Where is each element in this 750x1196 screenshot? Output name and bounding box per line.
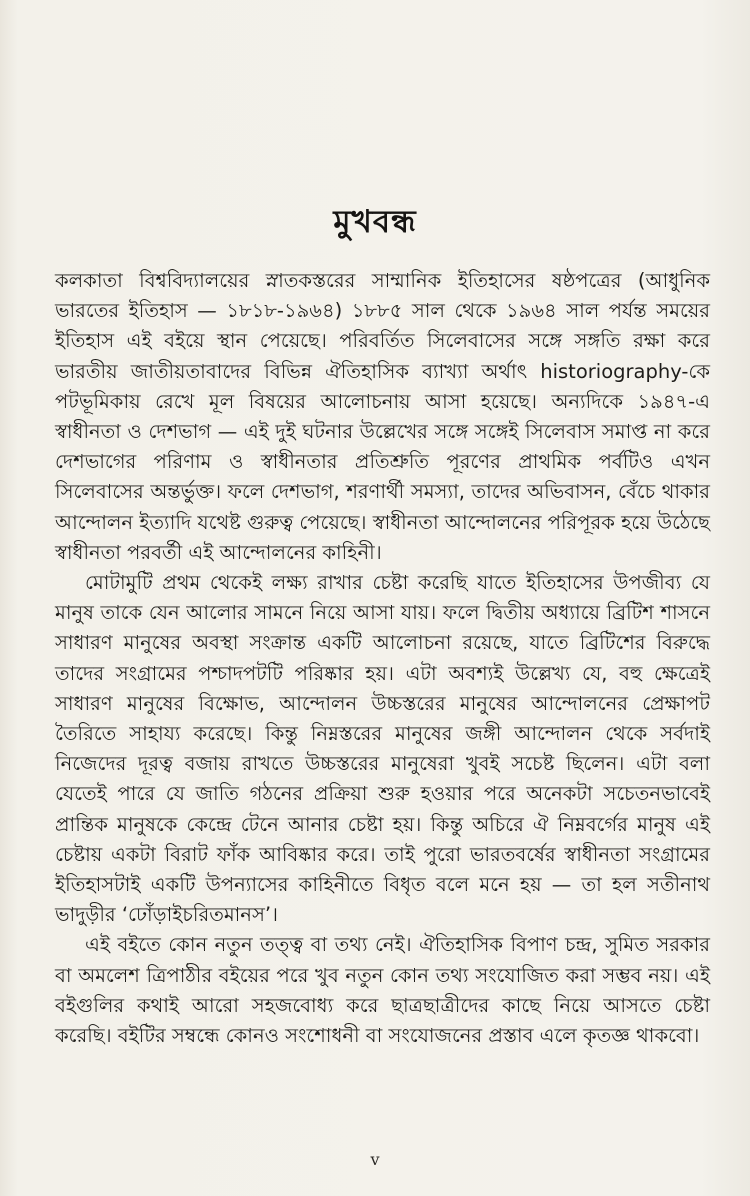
page-number: v xyxy=(370,1150,380,1169)
preface-body xyxy=(55,266,710,1051)
page-heading: মুখবন্ধ xyxy=(333,204,417,240)
paragraph-3: এই বইতে কোন নতুন তত্ত্ব বা তথ্য নেই। ঐতিহাসিক বিপাণ চন্দ্র, সুমিত সরকার বা অমলেশ ত্রিপাঠীর বইয়ের পরে খুব নতুন কোন তথ্য সংযোজিত করা সম্ভব নয়। এই বইগুলির কথাই আরো সহজবোধ্য করে ছাত্রছাত্রীদের কাছে নিয়ে আসতে চেষ্টা করেছি। বইটির সম্বন্ধে কোনও সংশোধনী বা সংযোজনের প্রস্তাব এলে কৃতজ্ঞ থাকবো। xyxy=(55,933,710,1048)
paragraph-2: মোটামুটি প্রথম থেকেই লক্ষ্য রাখার চেষ্টা করেছি যাতে ইতিহাসের উপজীব্য যে মানুষ তাকে যেন আলোর সামনে নিয়ে আসা যায়। ফলে দ্বিতীয় অধ্যায়ে ব্রিটিশ শাসনে সাধারণ মানুষের অবস্থা সংক্রান্ত একটি আলোচনা রয়েছে, যাতে ব্রিটিশের বিরুদ্ধে তাদের সংগ্রামের পশ্চাদপটটি পরিষ্কার হয়। এটা অবশ্যই উল্লেখ্য যে, বহু ক্ষেত্রেই সাধারণ মানুষের বিক্ষোভ, আন্দোলন উচ্চস্তরের মানুষের আন্দোলনের প্রেক্ষাপট তৈরিতে সাহায্য করেছে। কিন্তু নিম্নস্তরের মানুষের জঙ্গী আন্দোলন থেকে সর্বদাই নিজেদের দূরত্ব বজায় রাখতে উচ্চস্তরের মানুষেরা খুবই সচেষ্ট ছিলেন। এটা বলা যেতেই পারে যে জাতি গঠনের প্রক্রিয়া শুরু হওয়ার পরে অনেকটা সচেতনভাবেই প্রান্তিক মানুষকে কেন্দ্রে টেনে আনার চেষ্টা হয়। কিন্তু অচিরে ঐ নিম্নবর্গের মানুষ এই চেষ্টায় একটা বিরাট ফাঁক আবিষ্কার করে। তাই পুরো ভারতবর্ষের স্বাধীনতা সংগ্রামের ইতিহাসটাই একটি উপন্যাসের কাহিনীতে বিধৃত বলে মনে হয় — তা হল সতীনাথ ভাদুড়ীর ‘ঢোঁড়াইচরিতমানস’। xyxy=(55,571,710,927)
paragraph-1: কলকাতা বিশ্ববিদ্যালয়ের স্নাতকস্তরের সাম্মানিক ইতিহাসের ষষ্ঠপত্রের (আধুনিক ভারতের ইতিহাস — ১৮১৮-১৯৬৪) ১৮৮৫ সাল থেকে ১৯৬৪ সাল পর্যন্ত সময়ের ইতিহাস এই বইয়ে স্থান পেয়েছে। পরিবর্তিত সিলেবাসের সঙ্গে সঙ্গতি রক্ষা করে ভারতীয় জাতীয়তাবাদের বিভিন্ন ঐতিহাসিক ব্যাখ্যা অর্থাৎ historiography-কে পটভূমিকায় রেখে মূল বিষয়ের আলোচনায় আসা হয়েছে। অন্যদিকে ১৯৪৭-এ স্বাধীনতা ও দেশভাগ — এই দুই ঘটনার উল্লেখের সঙ্গে সঙ্গেই সিলেবাস সমাপ্ত না করে দেশভাগের পরিণাম ও স্বাধীনতার প্রতিশ্রুতি পূরণের প্রাথমিক পর্বটিও এখন সিলেবাসের অন্তর্ভুক্ত। ফলে দেশভাগ, শরণার্থী সমস্যা, তাদের অভিবাসন, বেঁচে থাকার আন্দোলন ইত্যাদি যথেষ্ট গুরুত্ব পেয়েছে। স্বাধীনতা আন্দোলনের পরিপূরক হয়ে উঠেছে স্বাধীনতা পরবর্তী এই আন্দোলনের কাহিনী। xyxy=(55,269,710,564)
